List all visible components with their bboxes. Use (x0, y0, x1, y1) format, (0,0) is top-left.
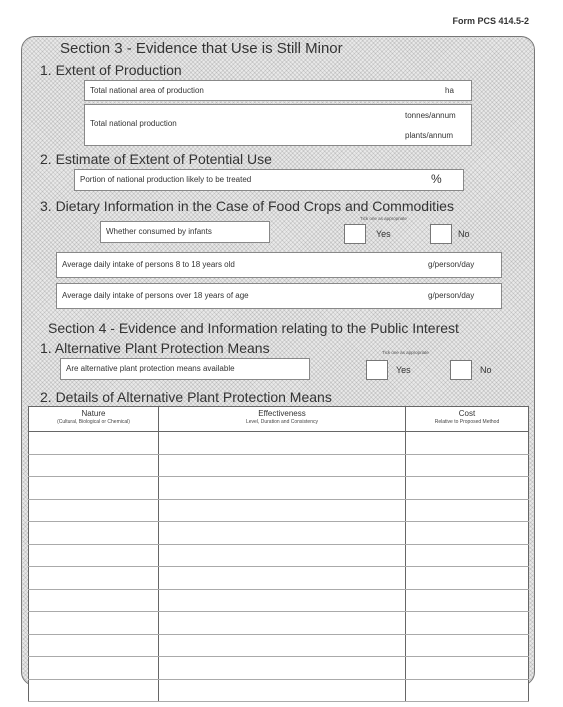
alternatives-tick-note: Tick one as appropriate (382, 350, 429, 355)
intake-18-label: Average daily intake of persons over 18 years of age (62, 291, 249, 300)
production-unit-tonnes: tonnes/annum (405, 111, 456, 120)
cost-title: Cost (458, 409, 476, 418)
effectiveness-cell[interactable] (159, 522, 406, 545)
cost-cell[interactable] (406, 612, 529, 635)
cost-cell[interactable] (406, 679, 529, 702)
area-unit: ha (445, 86, 454, 95)
table-row (29, 589, 529, 612)
table-row (29, 544, 529, 567)
effectiveness-cell[interactable] (159, 612, 406, 635)
table-row (29, 499, 529, 522)
effectiveness-cell[interactable] (159, 589, 406, 612)
effectiveness-cell[interactable] (159, 544, 406, 567)
section3-title: Section 3 - Evidence that Use is Still Minor (60, 40, 343, 57)
effectiveness-cell[interactable] (159, 499, 406, 522)
effectiveness-cell[interactable] (159, 477, 406, 500)
cost-cell[interactable] (406, 544, 529, 567)
alternatives-no-checkbox[interactable] (450, 360, 472, 380)
cost-cell[interactable] (406, 454, 529, 477)
effectiveness-title: Effectiveness (258, 409, 306, 418)
table-row (29, 612, 529, 635)
nature-cell[interactable] (29, 679, 159, 702)
effectiveness-cell[interactable] (159, 657, 406, 680)
potential-heading: 2. Estimate of Extent of Potential Use (40, 151, 272, 167)
nature-cell[interactable] (29, 612, 159, 635)
nature-cell[interactable] (29, 589, 159, 612)
table-row (29, 477, 529, 500)
cost-cell[interactable] (406, 634, 529, 657)
nature-subtitle: (Cultural, Biological or Chemical) (57, 419, 130, 425)
infants-yes-label: Yes (376, 229, 391, 239)
form-number: Form PCS 414.5-2 (452, 16, 529, 26)
details-heading: 2. Details of Alternative Plant Protection Means (40, 389, 332, 405)
effectiveness-cell[interactable] (159, 454, 406, 477)
effectiveness-cell[interactable] (159, 634, 406, 657)
portion-label: Portion of national production likely to be treated (80, 175, 252, 184)
table-row (29, 567, 529, 590)
infants-no-checkbox[interactable] (430, 224, 452, 244)
cost-cell[interactable] (406, 589, 529, 612)
nature-cell[interactable] (29, 634, 159, 657)
alternatives-yes-label: Yes (396, 365, 411, 375)
extent-heading: 1. Extent of Production (40, 62, 182, 78)
column-header-cost (406, 407, 529, 432)
infants-yes-checkbox[interactable] (344, 224, 366, 244)
effectiveness-cell[interactable] (159, 432, 406, 455)
intake-8-18-label: Average daily intake of persons 8 to 18 years old (62, 260, 235, 269)
table-row (29, 657, 529, 680)
infants-label: Whether consumed by infants (106, 227, 212, 236)
effectiveness-subtitle: Level, Duration and Consistency (246, 419, 318, 425)
nature-cell[interactable] (29, 567, 159, 590)
effectiveness-cell[interactable] (159, 567, 406, 590)
alternatives-heading: 1. Alternative Plant Protection Means (40, 340, 270, 356)
nature-cell[interactable] (29, 454, 159, 477)
section4-title: Section 4 - Evidence and Information relating to the Public Interest (48, 320, 459, 336)
nature-cell[interactable] (29, 499, 159, 522)
nature-title: Nature (81, 409, 106, 418)
cost-cell[interactable] (406, 567, 529, 590)
production-unit-plants: plants/annum (405, 131, 454, 140)
table-row (29, 454, 529, 477)
cost-cell[interactable] (406, 499, 529, 522)
production-label: Total national production (90, 119, 177, 128)
dietary-heading: 3. Dietary Information in the Case of Food Crops and Commodities (40, 198, 454, 214)
infants-no-label: No (458, 229, 470, 239)
nature-cell[interactable] (29, 477, 159, 500)
table-row (29, 634, 529, 657)
cost-cell[interactable] (406, 522, 529, 545)
table-row (29, 432, 529, 455)
portion-unit: % (431, 172, 442, 186)
area-label: Total national area of production (90, 86, 204, 95)
cost-subtitle: Relative to Proposed Method (434, 419, 500, 425)
table-row (29, 679, 529, 702)
nature-cell[interactable] (29, 432, 159, 455)
effectiveness-cell[interactable] (159, 679, 406, 702)
alternatives-question: Are alternative plant protection means available (66, 364, 235, 373)
intake-8-18-unit: g/person/day (428, 260, 475, 269)
cost-cell[interactable] (406, 657, 529, 680)
table-row (29, 522, 529, 545)
nature-cell[interactable] (29, 522, 159, 545)
column-header-effectiveness (159, 407, 406, 432)
column-header-nature (29, 407, 159, 432)
dietary-tick-note: Tick one as appropriate (360, 216, 407, 221)
cost-cell[interactable] (406, 432, 529, 455)
cost-cell[interactable] (406, 477, 529, 500)
alternatives-no-label: No (480, 365, 492, 375)
intake-18-unit: g/person/day (428, 291, 475, 300)
alternatives-yes-checkbox[interactable] (366, 360, 388, 380)
details-table (28, 406, 529, 702)
nature-cell[interactable] (29, 657, 159, 680)
nature-cell[interactable] (29, 544, 159, 567)
